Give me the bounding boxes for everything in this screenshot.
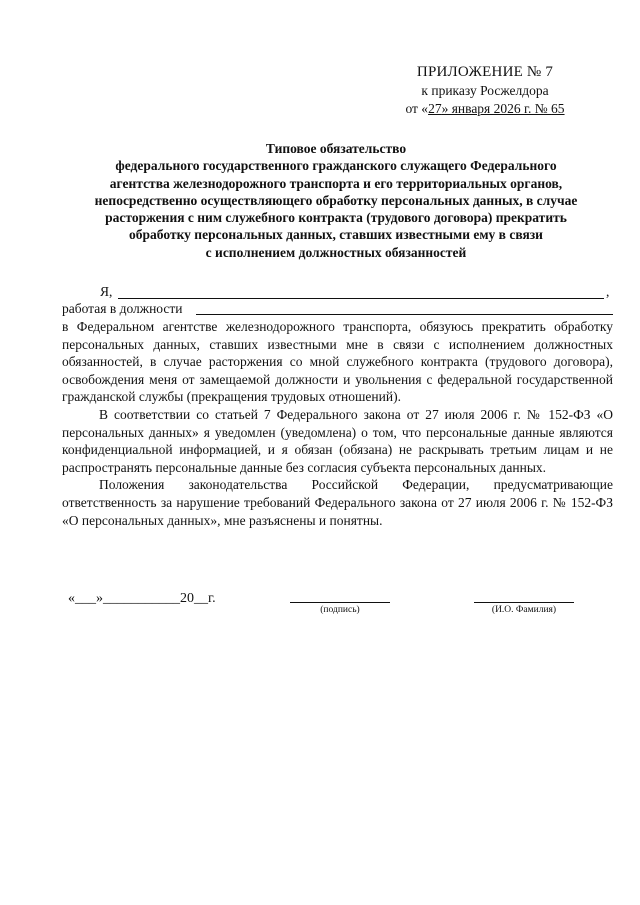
paragraph-obligation: в Федеральном агентстве железнодорожного транспорта, обязуюсь прекратить обработку персональных данных, ставших известными мне в связи с исполнением должностных обязанностей, в случае расторжения со мной служебного контракта (трудового договора), освобождения меня от замещаемой должности и увольнения с федеральной государственной гражданской службы (прекращения трудовых отношений). [62,319,613,405]
position-field-line[interactable] [196,314,613,315]
name-label: Я, [100,284,113,299]
appendix-date-prefix: от « [405,101,429,116]
appendix-date [380,100,590,118]
signature-caption: (подпись) [320,605,360,615]
appendix-order: к приказу Росжелдора [421,83,549,98]
body-text [62,318,613,529]
appendix-date-mid: » января 2026 г. № [441,101,552,116]
title-line: федерального государственного гражданского служащего Федерального [115,158,557,174]
title-line: агентства железнодорожного транспорта и его территориальных органов, [109,175,563,191]
name-comma: , [606,284,610,299]
title-line: обработку персональных данных, ставших известными ему в связи [129,227,543,243]
title-line: с исполнением должностных обязанностей [205,244,467,260]
name-field-line[interactable] [118,298,604,299]
name-caption: (И.О. Фамилия) [491,605,557,615]
title-line: непосредственно осуществляющего обработку персональных данных, в случае [94,192,578,208]
appendix-number: 65 [551,101,565,116]
appendix-title: ПРИЛОЖЕНИЕ № 7 [416,64,554,80]
document-title [56,140,616,261]
signature-date[interactable]: «___»___________20__г. [68,591,216,606]
appendix-header [380,62,590,118]
paragraph-notice: В соответствии со статьей 7 Федерального закона от 27 июля 2006 г. № 152-ФЗ «О персональных данных» я уведомлен (уведомлена) о том, что персональные данные являются конфиденциальной информацией, и я обязан (обязана) не раскрывать третьим лицам и не распространять персональные данные без согласия субъекта персональных данных. [62,406,613,475]
appendix-day: 27 [428,101,442,116]
name-signature-line[interactable] [474,602,574,603]
paragraph-responsibility: Положения законодательства Российской Федерации, предусматривающие ответственность за нарушение требований Федерального закона от 27 июля 2006 г. № 152-ФЗ «О персональных данных», мне разъяснены и понятны. [62,477,613,528]
title-line: расторжения с ним служебного контракта (трудового договора) прекратить [105,210,567,226]
signature-line[interactable] [290,602,390,603]
position-label: работая в должности [62,301,183,316]
title-line: Типовое обязательство [265,141,407,156]
